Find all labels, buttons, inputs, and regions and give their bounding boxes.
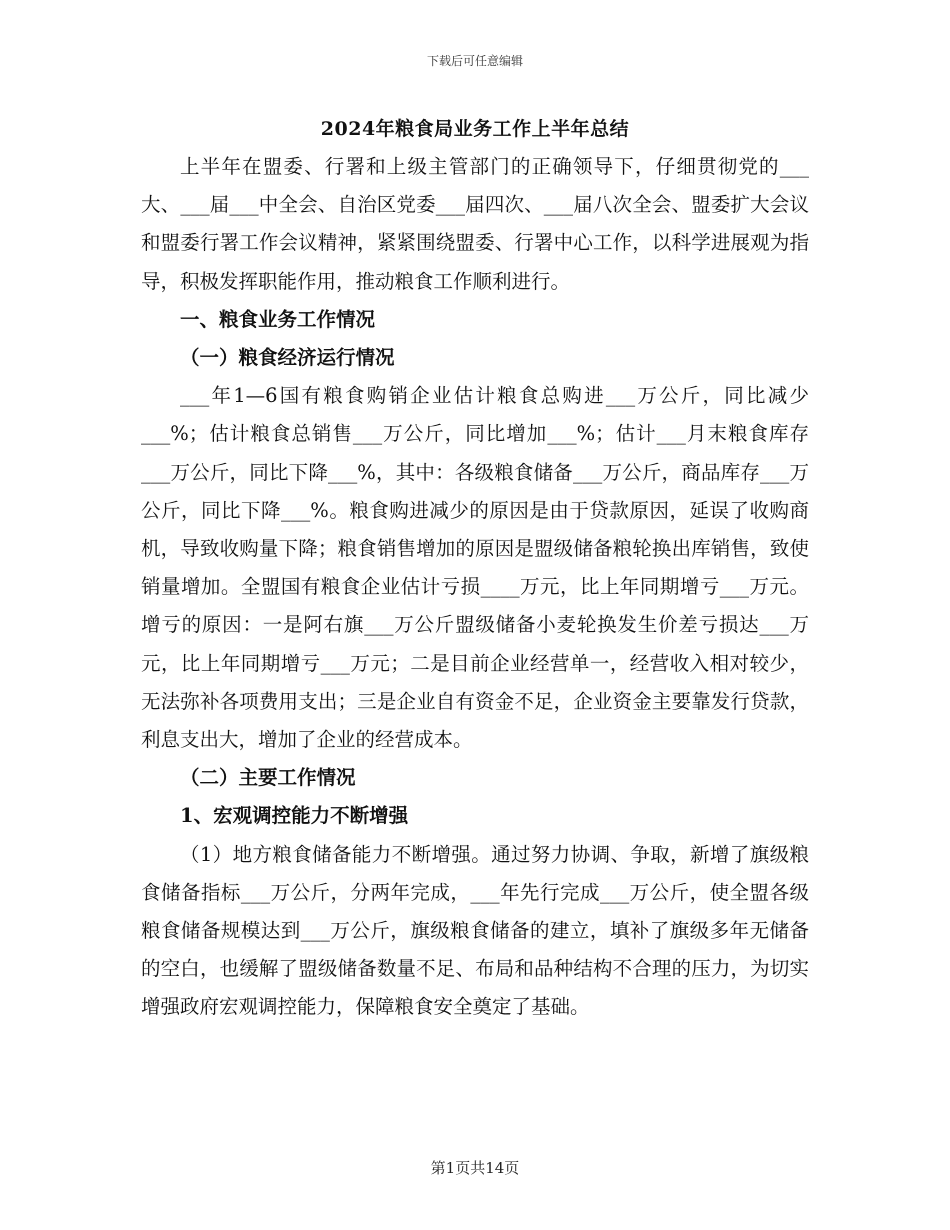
page-header-note: 下载后可任意编辑: [426, 54, 523, 68]
subsection-heading-2: （二）主要工作情况: [180, 766, 356, 790]
document-body: [141, 148, 809, 1027]
section-heading-1: 一、粮食业务工作情况: [180, 307, 376, 331]
intro-paragraph: 上半年在盟委、行署和上级主管部门的正确领导下，仔细贯彻党的___大、___届___中全会、自治区党委___届四次、___届八次全会、盟委扩大会议和盟委行署工作会议精神，紧紧围绕盟委、行署中心工作，以科学进展观为指导，积极发挥职能作用，推动粮食工作顺利进行。: [141, 155, 809, 293]
reserve-capacity-paragraph: （1）地方粮食储备能力不断增强。通过努力协调、争取，新增了旗级粮食储备指标___万公斤，分两年完成，___年先行完成___万公斤，使全盟各级粮食储备规模达到___万公斤，旗级粮食储备的建立，填补了旗级多年无储备的空白，也缓解了盟级储备数量不足、布局和品种结构不合理的压力，为切实增强政府宏观调控能力，保障粮食安全奠定了基础。: [141, 842, 809, 1019]
economic-operation-paragraph: ___年1—6国有粮食购销企业估计粮食总购进___万公斤，同比减少___%；估计粮食总销售___万公斤，同比增加___%；估计___月末粮食库存___万公斤，同比下降___%，其中：各级粮食储备___万公斤，商品库存___万公斤，同比下降___%。粮食购进减少的原因是由于贷款原因，延误了收购商机，导致收购量下降；粮食销售增加的原因是盟级储备粮轮换出库销售，致使销量增加。全盟国有粮食企业估计亏损____万元，比上年同期增亏___万元。增亏的原因：一是阿右旗___万公斤盟级储备小麦轮换发生价差亏损达___万元，比上年同期增亏___万元；二是目前企业经营单一，经营收入相对较少，无法弥补各项费用支出；三是企业自有资金不足，企业资金主要靠发行贷款，利息支出大，增加了企业的经营成本。: [141, 384, 809, 752]
item-heading-1: 1、宏观调控能力不断增强: [180, 804, 409, 828]
document-title: 2024年粮食局业务工作上半年总结: [320, 118, 630, 140]
page-number: 第1页共14页: [430, 1159, 520, 1177]
subsection-heading-1: （一）粮食经济运行情况: [180, 346, 395, 370]
